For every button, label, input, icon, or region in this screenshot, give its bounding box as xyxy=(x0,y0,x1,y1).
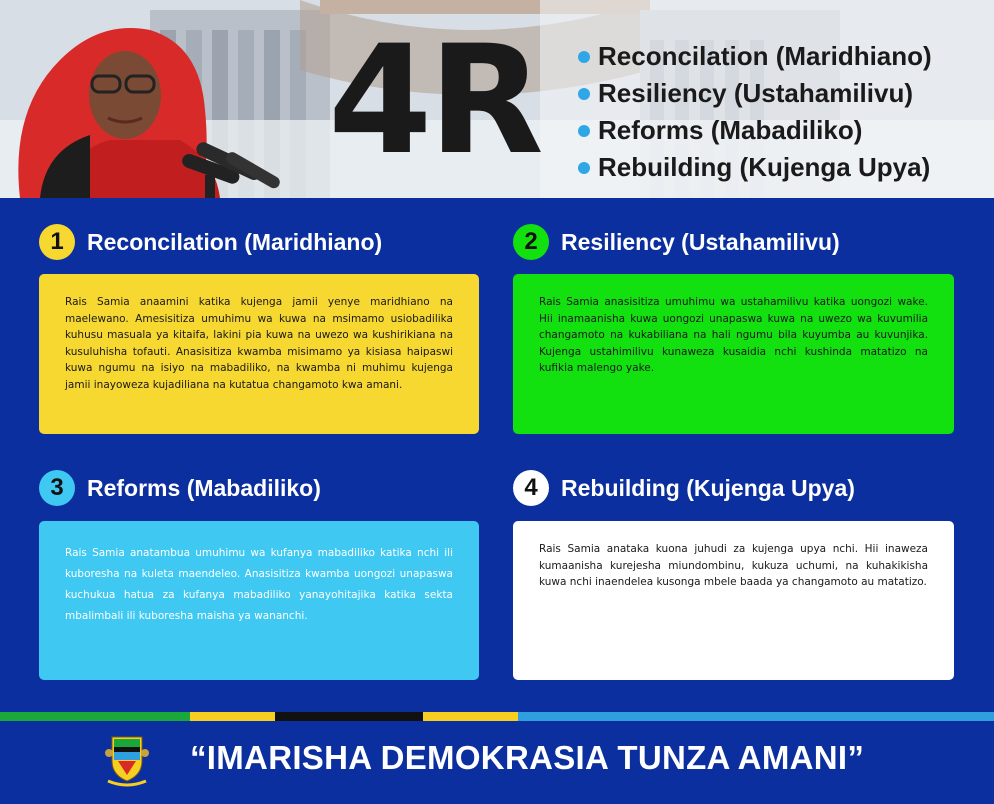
section-header xyxy=(39,468,321,508)
stripe-blue xyxy=(518,712,994,721)
stripe-green xyxy=(0,712,190,721)
president-portrait-image xyxy=(0,0,300,198)
bullet-dot-icon xyxy=(578,162,590,174)
section-title: Rebuilding (Kujenga Upya) xyxy=(561,474,855,501)
coat-of-arms-icon xyxy=(104,731,150,787)
section-header xyxy=(513,468,855,508)
section-text: Rais Samia anatambua umuhimu wa kufanya mabadiliko katika nchi ili kuboresha na kuleta maendeleo. Anasisitiza kwamba uongozi unapaswa kuchukua hatua za kufanya mabadiliko yanayohitajika katika sekta mbalimbali ili kuboresha maisha ya wananchi. xyxy=(65,547,453,622)
section-text-box xyxy=(39,521,479,680)
bullet-dot-icon xyxy=(578,125,590,137)
section-number-badge: 4 xyxy=(513,470,549,506)
4r-list-item xyxy=(578,112,932,149)
header-banner xyxy=(0,0,994,198)
4r-list-label: Reforms (Mabadiliko) xyxy=(598,115,863,145)
section-title: Resiliency (Ustahamilivu) xyxy=(561,228,840,255)
section-text-box xyxy=(39,274,479,434)
section-number-badge: 1 xyxy=(39,224,75,260)
section-number-badge: 3 xyxy=(39,470,75,506)
slogan-text: “IMARISHA DEMOKRASIA TUNZA AMANI” xyxy=(190,739,865,776)
4r-list-label: Resiliency (Ustahamilivu) xyxy=(598,78,913,108)
4r-list-label: Rebuilding (Kujenga Upya) xyxy=(598,152,931,182)
stripe-yellow xyxy=(423,712,518,721)
footer xyxy=(0,721,994,804)
4r-list-item xyxy=(578,149,932,186)
section-number-badge: 2 xyxy=(513,224,549,260)
flag-color-stripe xyxy=(0,712,994,721)
main-content xyxy=(0,198,994,712)
bullet-dot-icon xyxy=(578,88,590,100)
section-text: Rais Samia anasisitiza umuhimu wa ustahamilivu katika uongozi wake. Hii inamaanisha kuwa uongozi unapaswa kuwa na uwezo wa kuvumilia changamoto na kukabiliana na hali ngumu bila kuyumba au kuvunjika. Kujenga ustahimilivu kunaweza kusaidia nchi kushinda matatizo na kufikia malengo yake. xyxy=(539,296,928,374)
section-text-box xyxy=(513,274,954,434)
section-title: Reconcilation (Maridhiano) xyxy=(87,228,383,255)
section-header xyxy=(39,222,382,262)
section-reconciliation xyxy=(39,222,382,262)
section-text: Rais Samia anaamini katika kujenga jamii yenye maridhiano na maelewano. Amesisitiza umuhimu wa kuwa na msimamo usiobadilika kuhusu masuala ya kitaifa, lakini pia kuwa na uwezo wa kushirikiana na kusuluhisha tofauti. Anasisitiza kwamba misimamo ya kisiasa haipaswi kuwa ngumu na isiyo na mabadiliko, na kwamba ni muhimu kujenga jamii inayoweza kujadiliana na kutatua changamoto kwa amani. xyxy=(65,296,453,391)
stripe-yellow xyxy=(190,712,275,721)
section-header xyxy=(513,222,840,262)
section-text-box xyxy=(513,521,954,680)
4r-list xyxy=(578,38,932,186)
section-resiliency xyxy=(513,222,840,262)
4r-list-item xyxy=(578,75,932,112)
4r-list-label: Reconcilation (Maridhiano) xyxy=(598,41,932,71)
section-text: Rais Samia anataka kuona juhudi za kujenga upya nchi. Hii inaweza kumaanisha kurejesha miundombinu, kukuza uchumi, na kuhakikisha kuwa nchi inaendelea kusonga mbele baada ya changamoto au matatizo. xyxy=(539,543,928,588)
section-title: Reforms (Mabadiliko) xyxy=(87,474,321,501)
4r-title: 4R xyxy=(328,14,540,188)
section-rebuilding xyxy=(513,468,855,508)
stripe-black xyxy=(275,712,423,721)
section-reforms xyxy=(39,468,321,508)
bullet-dot-icon xyxy=(578,51,590,63)
4r-list-item xyxy=(578,38,932,75)
